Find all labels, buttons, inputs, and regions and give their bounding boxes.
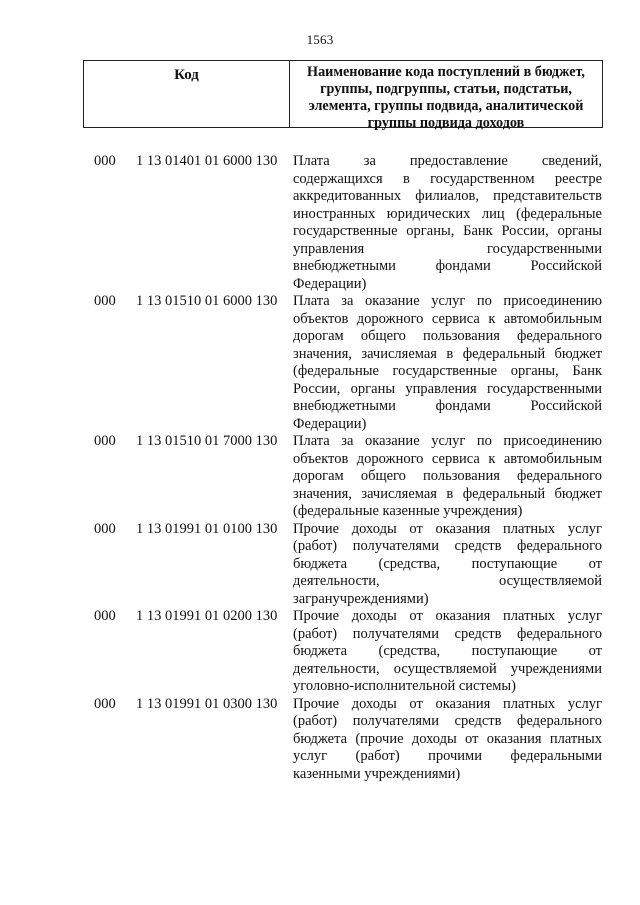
description-line: деятельности, осуществляемой [293, 573, 602, 589]
description-line: (работ) получателями средств федерального [293, 713, 602, 729]
description-line: Плата за оказание услуг по присоединению [293, 433, 602, 449]
description-line: (федеральные казенные учреждения) [293, 503, 523, 519]
revenue-code: 1 13 01991 01 0300 130 [136, 695, 278, 712]
description-line: объектов дорожного сервиса к автомобильным [293, 450, 602, 467]
description-line: внебюджетными фондами Российской [293, 398, 602, 414]
revenue-code-list [0, 153, 640, 783]
description-line: Плата за оказание услуг по присоединению [293, 293, 602, 309]
page-number: 1563 [306, 32, 334, 47]
description-line: казенными учреждениями) [293, 765, 461, 782]
description-line: деятельности, осуществляемой учреждениями [293, 660, 602, 677]
revenue-code: 1 13 01510 01 7000 130 [136, 433, 278, 449]
description-line: дорогам общего пользования федерального [293, 328, 602, 344]
description-line: значения, зачисляемая в федеральный бюджет [293, 345, 602, 362]
description-line: значения, зачисляемая в федеральный бюджет [293, 485, 602, 502]
description-line: Федерации) [293, 275, 367, 292]
revenue-code: 1 13 01991 01 0100 130 [136, 520, 278, 537]
revenue-code: 1 13 01510 01 6000 130 [136, 293, 278, 309]
table-header [83, 60, 603, 131]
revenue-code: 1 13 01991 01 0200 130 [136, 608, 278, 624]
revenue-description [293, 521, 602, 609]
revenue-description [293, 293, 602, 433]
description-line: Прочие доходы от оказания платных услуг [293, 520, 602, 537]
description-line: Прочие доходы от оказания платных услуг [293, 695, 602, 712]
description-line: аккредитованных филиалов, представительств [293, 188, 602, 204]
revenue-description [293, 608, 602, 696]
header-name-line: группы подвида доходов [367, 115, 525, 131]
revenue-description [293, 696, 602, 784]
header-name-line: группы, подгруппы, статьи, подстатьи, [320, 81, 572, 97]
header-code-column: Код [84, 61, 290, 127]
description-line: Плата за предоставление сведений, [293, 153, 602, 169]
revenue-description [293, 433, 602, 521]
admin-code: 000 [94, 153, 116, 169]
description-line: России, органы управления государственными [293, 380, 602, 397]
description-line: внебюджетными фондами Российской [293, 258, 602, 274]
description-line: (федеральные государственные органы, Банк [293, 363, 602, 379]
description-line: государственные органы, Банк России, органы [293, 223, 602, 239]
table-row [0, 153, 640, 293]
description-line: бюджета (средства, поступающие от [293, 555, 602, 572]
description-line: Прочие доходы от оказания платных услуг [293, 608, 602, 624]
revenue-code: 1 13 01401 01 6000 130 [136, 153, 278, 169]
description-line: управления государственными [293, 240, 602, 257]
admin-code: 000 [94, 608, 116, 624]
admin-code: 000 [94, 695, 116, 712]
description-line: (работ) получателями средств федерального [293, 625, 602, 642]
table-row [0, 608, 640, 696]
table-row [0, 293, 640, 433]
description-line: иностранных юридических лиц (федеральные [293, 205, 602, 222]
description-line: бюджета (прочие доходы от оказания платных [293, 730, 602, 747]
description-line: объектов дорожного сервиса к автомобильным [293, 310, 602, 327]
description-line: загранучреждениями) [293, 590, 429, 607]
description-line: (работ) получателями средств федерального [293, 538, 602, 554]
header-name-column [290, 61, 602, 131]
description-line: Федерации) [293, 415, 367, 432]
header-name-line: элемента, группы подвида, аналитической [308, 98, 584, 114]
table-row [0, 521, 640, 609]
description-line: дорогам общего пользования федерального [293, 468, 602, 484]
admin-code: 000 [94, 520, 116, 537]
header-name-line: Наименование кода поступлений в бюджет, [307, 64, 585, 80]
description-line: услуг (работ) прочими федеральными [293, 748, 602, 764]
admin-code: 000 [94, 433, 116, 449]
description-line: уголовно-исполнительной системы) [293, 678, 517, 694]
description-line: содержащихся в государственном реестре [293, 170, 602, 187]
description-line: бюджета (средства, поступающие от [293, 643, 602, 659]
revenue-description [293, 153, 602, 293]
admin-code: 000 [94, 293, 116, 309]
table-row [0, 696, 640, 784]
table-row [0, 433, 640, 521]
